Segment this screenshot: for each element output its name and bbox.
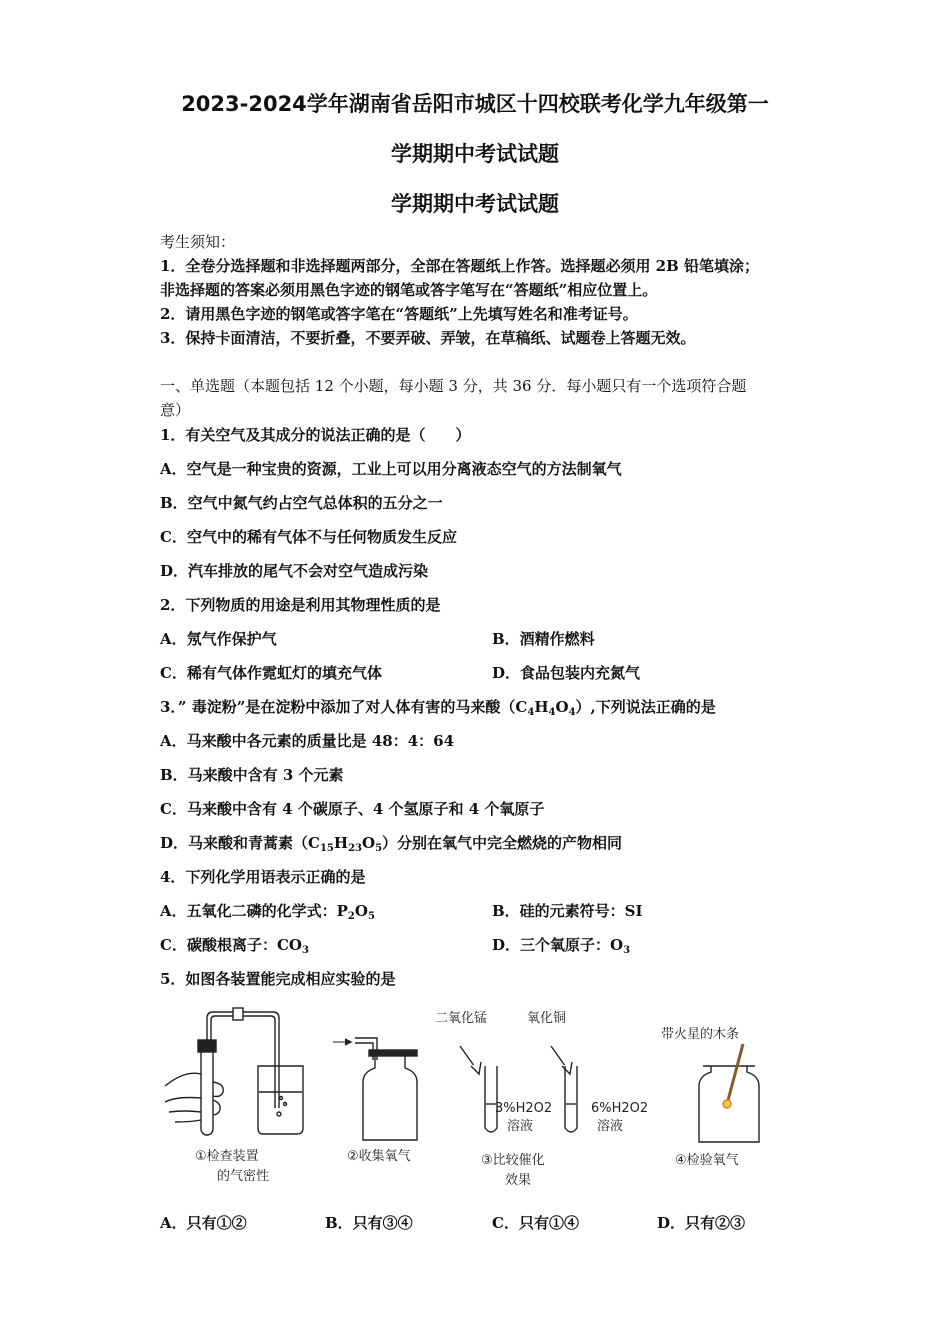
q3-option-c: C．马来酸中含有 4 个碳原子、4 个氢原子和 4 个氧原子 — [160, 800, 545, 818]
caption-1-line2: 的气密性 — [217, 1169, 270, 1184]
apparatus-airtightness — [165, 1008, 303, 1135]
q4-stem: 4．下列化学用语表示正确的是 — [160, 868, 366, 886]
notice-item-1: 1．全卷分选择题和非选择题两部分，全部在答题纸上作答。选择题必须用 2B 铅笔填涂； — [160, 257, 760, 275]
apparatus-3-labels — [435, 1010, 648, 1188]
q2-option-a: A．氖气作保护气 — [160, 630, 277, 648]
q5-option-b: B．只有③④ — [325, 1214, 413, 1232]
apparatus-4-labels — [661, 1026, 739, 1168]
q1-option-c: C．空气中的稀有气体不与任何物质发生反应 — [160, 528, 457, 546]
label-6pct-h2o2: 6%H2O2 — [591, 1101, 649, 1116]
notice-item-3: 3．保持卡面清洁，不要折叠，不要弄破、弄皱，在草稿纸、试题卷上答题无效。 — [160, 329, 696, 347]
q1-stem: 1．有关空气及其成分的说法正确的是（ ） — [160, 426, 471, 444]
q5-option-d: D．只有②③ — [657, 1214, 746, 1232]
q3-option-b: B．马来酸中含有 3 个元素 — [160, 766, 344, 784]
q2-option-b: B．酒精作燃料 — [492, 630, 595, 648]
caption-2: ②收集氧气 — [347, 1149, 411, 1164]
q5-stem: 5．如图各装置能完成相应实验的是 — [160, 970, 396, 988]
apparatus-caption-1 — [195, 1148, 269, 1184]
q4-option-d: D．三个氧原子：$O_3$ — [492, 936, 631, 956]
label-solution-1: 溶液 — [507, 1119, 534, 1134]
q4-option-c: C．碳酸根离子：$CO_3$ — [160, 936, 309, 956]
exam-title-line3: 学期期中考试试题 — [391, 192, 559, 216]
q2-option-d: D．食品包装内充氮气 — [492, 664, 641, 682]
notice-item-1-cont: 非选择题的答案必须用黑色字迹的钢笔或答字笔写在“答题纸”相应位置上。 — [160, 281, 658, 299]
q1-option-b: B．空气中氮气约占空气总体积的五分之一 — [160, 494, 443, 512]
q2-stem: 2．下列物质的用途是利用其物理性质的是 — [160, 596, 441, 614]
q1-option-d: D．汽车排放的尾气不会对空气造成污染 — [160, 562, 429, 580]
section-heading-cont: 意） — [160, 401, 191, 419]
label-glowing-splint: 带火星的木条 — [661, 1027, 740, 1042]
caption-3-line2: 效果 — [505, 1173, 532, 1188]
q5-apparatus-figure — [155, 1000, 805, 1200]
caption-4: ④检验氧气 — [675, 1153, 739, 1168]
caption-3-line1: ③比较催化 — [481, 1153, 545, 1168]
q2-option-c: C．稀有气体作霓虹灯的填充气体 — [160, 664, 382, 682]
q5-option-c: C．只有①④ — [492, 1214, 579, 1232]
notice-item-2: 2．请用黑色字迹的钢笔或答字笔在“答题纸”上先填写姓名和准考证号。 — [160, 305, 638, 323]
q3-stem — [160, 697, 716, 723]
q3-formula: $C_4H_4O_4$ — [515, 698, 576, 718]
exam-title-line1: 2023-2024学年湖南省岳阳市城区十四校联考化学九年级第一 — [181, 92, 769, 116]
label-3pct-h2o2: 3%H2O2 — [495, 1101, 553, 1116]
q3-option-d: D．马来酸和青蒿素$(C_{15}H_{23}O_5)$分别在氧气中完全燃烧的产物相同 — [160, 834, 623, 854]
exam-title-line2: 学期期中考试试题 — [391, 142, 559, 166]
apparatus-test-oxygen — [699, 1044, 759, 1142]
artemisinin-formula: $C_{15}H_{23}O_5$ — [308, 834, 383, 854]
section-heading: 一、单选题（本题包括 12 个小题，每小题 3 分，共 36 分．每小题只有一个选项符合题 — [160, 377, 747, 395]
q3-stem-post: ）,下列说法正确的是 — [575, 698, 716, 716]
q3-stem-pre: 3．” 毒淀粉”是在淀粉中添加了对人体有害的马来酸（ — [160, 698, 516, 716]
label-copper-oxide: 氧化铜 — [527, 1011, 567, 1026]
q1-option-a: A．空气是一种宝贵的资源，工业上可以用分离液态空气的方法制氧气 — [160, 460, 622, 478]
apparatus-collect-oxygen — [333, 1038, 417, 1140]
label-manganese-dioxide: 二氧化锰 — [435, 1011, 488, 1026]
label-solution-2: 溶液 — [597, 1119, 624, 1134]
q3-option-a: A．马来酸中各元素的质量比是 48：4：64 — [160, 732, 455, 750]
q4-option-b: B．硅的元素符号：SI — [492, 902, 643, 920]
caption-1-line1: ①检查装置 — [195, 1149, 259, 1164]
q4-option-a: A．五氧化二磷的化学式：$P_2O_5$ — [160, 902, 375, 922]
q5-option-a: A．只有①② — [160, 1214, 247, 1232]
notice-heading: 考生须知： — [160, 233, 236, 251]
